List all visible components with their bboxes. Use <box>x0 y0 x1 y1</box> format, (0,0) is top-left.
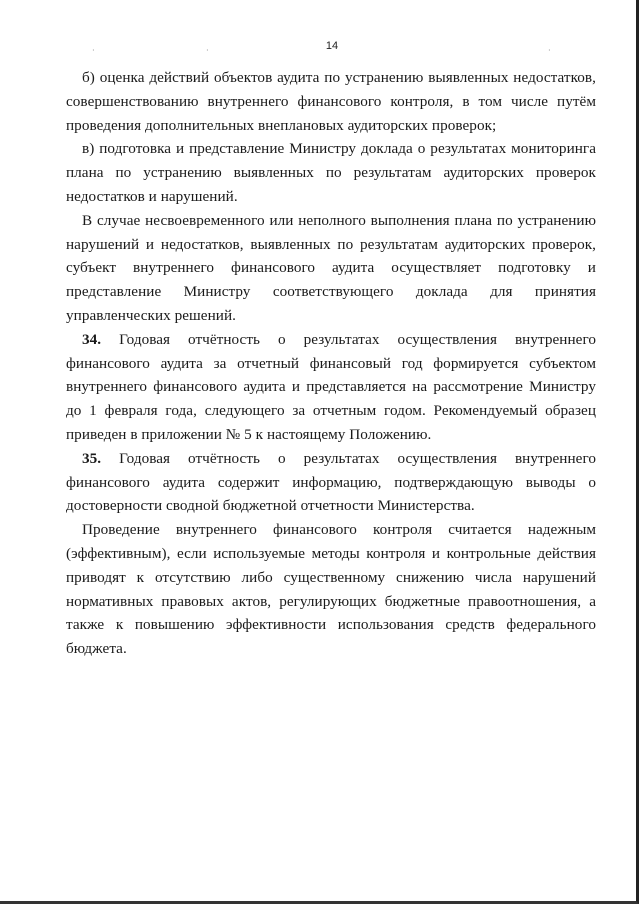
scan-speck: · <box>92 46 95 55</box>
document-body <box>66 66 596 661</box>
paragraph-b: б) оценка действий объектов аудита по устранению выявленных недостатков, совершенствованию внутреннего финансового контроля, в том числе путём проведения дополнительных внеплановых аудиторских проверок; <box>66 69 596 134</box>
paragraph-control: Проведение внутреннего финансового контроля считается надежным (эффективным), если используемые методы контроля и контрольные действия приводят к отсутствию либо существенному снижению числа нарушений нормативных правовых актов, регулирующих бюджетные правоотношения, а также к повышению эффективности использования средств федерального бюджета. <box>66 521 596 658</box>
clause-number-34: 34. <box>82 330 102 348</box>
scan-speck: · <box>548 46 551 55</box>
paragraph-35 <box>66 447 596 518</box>
scan-speck: · <box>206 46 209 55</box>
page-number: 14 <box>325 40 339 52</box>
paragraph-34 <box>66 328 596 447</box>
paragraph-late-execution: В случае несвоевременного или неполного выполнения плана по устранению нарушений и недостатков, выявленных по результатам аудиторских проверок, субъект внутреннего финансового аудита осуществляет подготовку и представление Министру соответствующего доклада для принятия управленческих решений. <box>66 211 596 324</box>
paragraph-34-text: Годовая отчётность о результатах осуществления внутреннего финансового аудита за отчетный финансовый год формируется субъектом внутреннего финансового аудита и представляется на рассмотрение Министру до 1 февраля года, следующего за отчетным годом. Рекомендуемый образец приведен в приложении № 5 к настоящему Положению. <box>66 330 596 443</box>
paragraph-v: в) подготовка и представление Министру доклада о результатах мониторинга плана по устранению выявленных по результатам аудиторских проверок недостатков и нарушений. <box>66 140 596 205</box>
paragraph-35-text: Годовая отчётность о результатах осуществления внутреннего финансового аудита содержит информацию, подтверждающую выводы о достоверности сводной бюджетной отчетности Министерства. <box>66 449 596 515</box>
clause-number-35: 35. <box>82 449 102 467</box>
